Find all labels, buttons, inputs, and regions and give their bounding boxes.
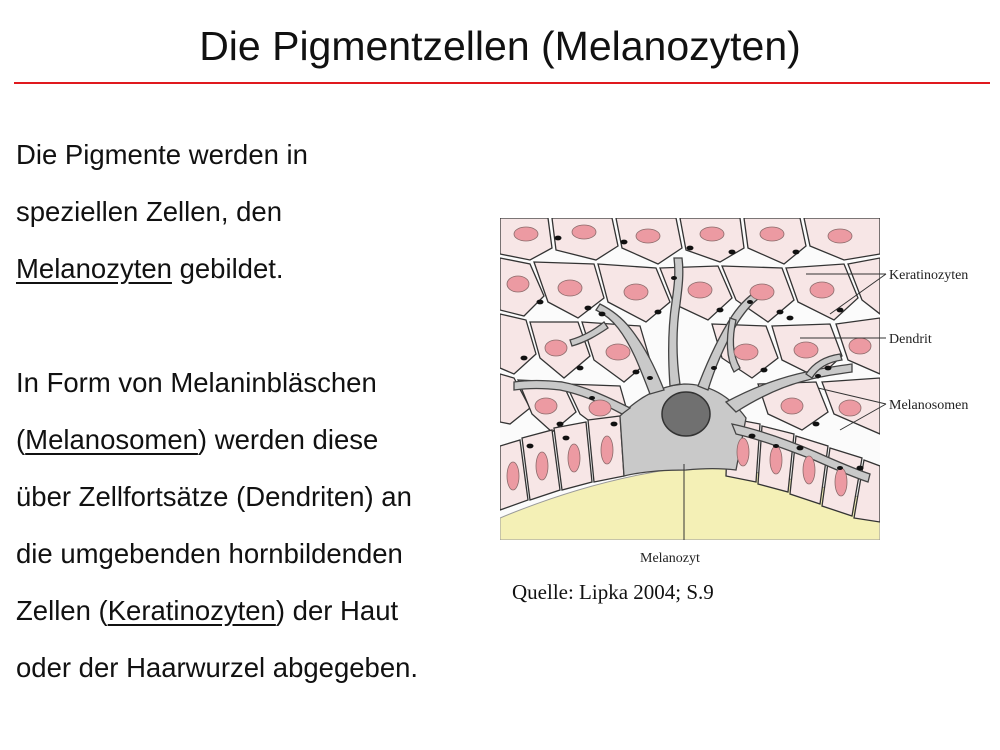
- illustration-svg: [500, 218, 990, 570]
- label-melanosomen: Melanosomen: [889, 398, 969, 413]
- image-source-citation: Quelle: Lipka 2004; S.9: [512, 580, 714, 604]
- term-melanosomen: Melanosomen: [25, 424, 198, 455]
- paragraph2-line3: über Zellfortsätze (Dendriten) an: [16, 481, 412, 512]
- tissue-section: [500, 218, 880, 540]
- term-keratinozyten: Keratinozyten: [107, 595, 276, 626]
- paragraph2-line5: [16, 582, 516, 639]
- paragraph1-line3: [16, 240, 516, 297]
- slide-title: Die Pigmentzellen (Melanozyten): [199, 23, 801, 69]
- paragraph2-line6: oder der Haarwurzel abgegeben.: [16, 652, 419, 683]
- body-text: [16, 126, 516, 696]
- label-keratinozyten: Keratinozyten: [889, 268, 969, 283]
- label-melanozyt: Melanozyt: [640, 551, 700, 566]
- paragraph1-line2: speziellen Zellen, den: [16, 196, 283, 227]
- title-divider: [14, 82, 990, 84]
- label-dendrit: Dendrit: [889, 332, 932, 347]
- paragraph2-line2-rest: ) werden diese: [197, 424, 379, 455]
- paragraph-spacer: [16, 297, 516, 354]
- paragraph2-line5-rest: ) der Haut: [275, 595, 399, 626]
- paragraph2-line2-open: (: [16, 424, 26, 455]
- paragraph1-line3-rest: gebildet.: [171, 253, 284, 284]
- melanocyte-nucleus: [662, 392, 710, 436]
- paragraph2-line1: In Form von Melaninbläschen: [16, 367, 377, 398]
- paragraph2-line4: die umgebenden hornbildenden: [16, 538, 403, 569]
- paragraph2-line5-start: Zellen (: [16, 595, 108, 626]
- term-melanozyten: Melanozyten: [16, 253, 172, 284]
- melanocyte-illustration: [500, 218, 990, 570]
- paragraph2-line2: [16, 411, 516, 468]
- paragraph1-line1: Die Pigmente werden in: [16, 139, 308, 170]
